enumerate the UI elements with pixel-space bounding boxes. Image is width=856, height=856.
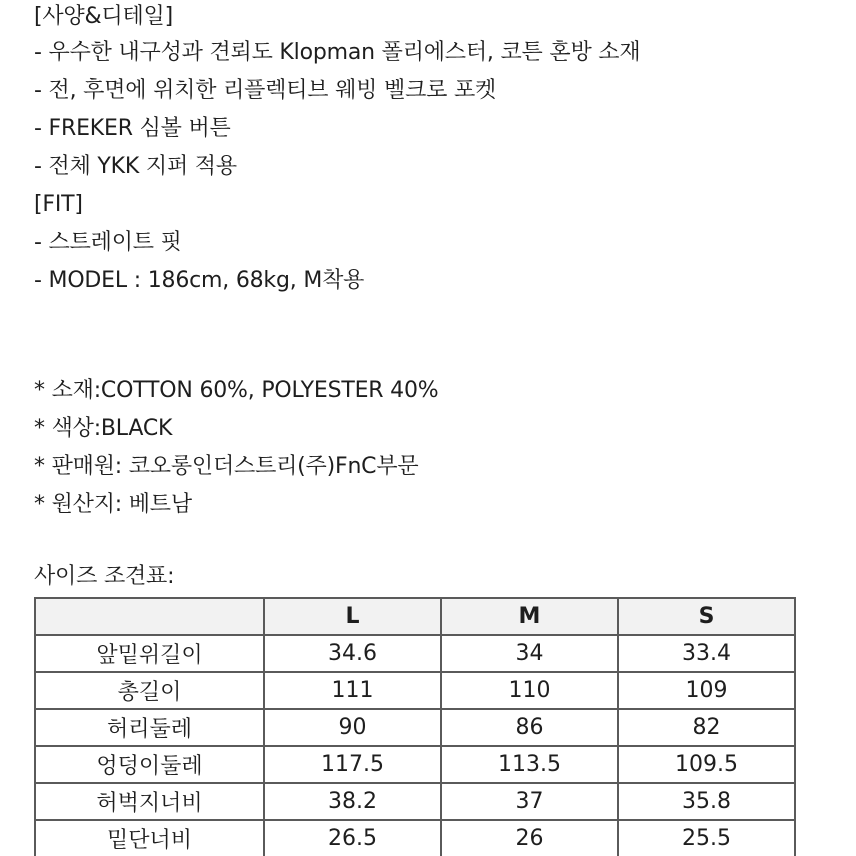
value-cell: 26.5 bbox=[264, 820, 441, 856]
value-cell: 26 bbox=[441, 820, 618, 856]
color-note: * 색상:BLACK bbox=[34, 416, 173, 441]
value-cell: 34.6 bbox=[264, 635, 441, 672]
table-row bbox=[35, 746, 795, 783]
value-cell: 34 bbox=[441, 635, 618, 672]
value-cell: 90 bbox=[264, 709, 441, 746]
spec-item: - 전, 후면에 위치한 리플렉티브 웨빙 벨크로 포켓 bbox=[34, 78, 497, 103]
value-cell: 38.2 bbox=[264, 783, 441, 820]
value-cell: 109.5 bbox=[618, 746, 795, 783]
row-label: 밑단너비 bbox=[35, 820, 264, 856]
material-note: * 소재:COTTON 60%, POLYESTER 40% bbox=[34, 378, 439, 403]
value-cell: 113.5 bbox=[441, 746, 618, 783]
row-label: 허리둘레 bbox=[35, 709, 264, 746]
size-header-row bbox=[35, 598, 795, 635]
fit-heading: [FIT] bbox=[34, 192, 83, 217]
table-row bbox=[35, 783, 795, 820]
value-cell: 37 bbox=[441, 783, 618, 820]
spec-item: - 전체 YKK 지퍼 적용 bbox=[34, 154, 237, 179]
value-cell: 110 bbox=[441, 672, 618, 709]
value-cell: 86 bbox=[441, 709, 618, 746]
row-label: 엉덩이둘레 bbox=[35, 746, 264, 783]
value-cell: 35.8 bbox=[618, 783, 795, 820]
value-cell: 117.5 bbox=[264, 746, 441, 783]
header-size-s: S bbox=[618, 598, 795, 635]
header-corner-cell bbox=[35, 598, 264, 635]
spec-item: - FREKER 심볼 버튼 bbox=[34, 116, 231, 141]
fit-item: - 스트레이트 핏 bbox=[34, 230, 182, 255]
table-row bbox=[35, 820, 795, 856]
seller-note: * 판매원: 코오롱인더스트리(주)FnC부문 bbox=[34, 454, 419, 479]
header-size-m: M bbox=[441, 598, 618, 635]
table-row bbox=[35, 635, 795, 672]
value-cell: 33.4 bbox=[618, 635, 795, 672]
header-size-l: L bbox=[264, 598, 441, 635]
fit-item: - MODEL : 186cm, 68kg, M착용 bbox=[34, 268, 365, 293]
table-row bbox=[35, 672, 795, 709]
spec-heading: [사양&디테일] bbox=[34, 4, 173, 29]
value-cell: 82 bbox=[618, 709, 795, 746]
value-cell: 109 bbox=[618, 672, 795, 709]
row-label: 앞밑위길이 bbox=[35, 635, 264, 672]
table-row bbox=[35, 709, 795, 746]
value-cell: 25.5 bbox=[618, 820, 795, 856]
value-cell: 111 bbox=[264, 672, 441, 709]
size-chart-caption: 사이즈 조견표: bbox=[34, 564, 175, 589]
row-label: 허벅지너비 bbox=[35, 783, 264, 820]
origin-note: * 원산지: 베트남 bbox=[34, 492, 192, 517]
size-chart-table bbox=[34, 597, 796, 856]
spec-item: - 우수한 내구성과 견뢰도 Klopman 폴리에스터, 코튼 혼방 소재 bbox=[34, 40, 641, 65]
row-label: 총길이 bbox=[35, 672, 264, 709]
